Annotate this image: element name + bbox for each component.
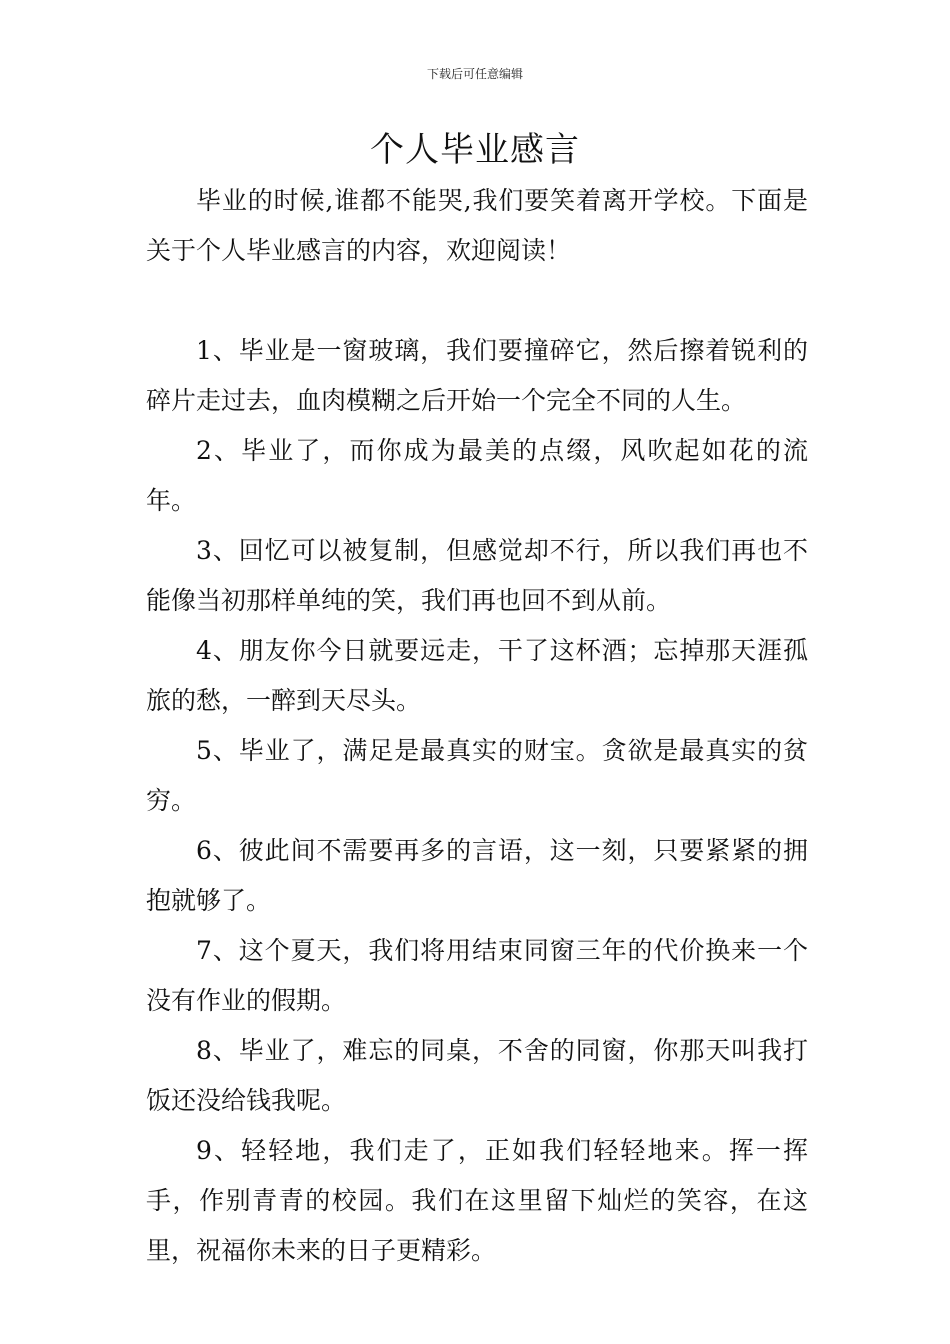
document-body: [146, 176, 808, 1276]
list-item: 6、彼此间不需要再多的言语，这一刻，只要紧紧的拥抱就够了。: [146, 836, 808, 915]
list-item: 7、这个夏天，我们将用结束同窗三年的代价换来一个没有作业的假期。: [146, 936, 808, 1015]
list-item: 9、轻轻地，我们走了，正如我们轻轻地来。挥一挥手，作别青青的校园。我们在这里留下灿烂的笑容，在这里，祝福你未来的日子更精彩。: [146, 1136, 808, 1265]
intro-paragraph: 毕业的时候,谁都不能哭,我们要笑着离开学校。下面是关于个人毕业感言的内容，欢迎阅读！: [146, 186, 808, 265]
header-note: 下载后可任意编辑: [426, 67, 523, 81]
list-item: 5、毕业了，满足是最真实的财宝。贪欲是最真实的贫穷。: [146, 736, 808, 815]
list-item: 3、回忆可以被复制，但感觉却不行，所以我们再也不能像当初那样单纯的笑，我们再也回不到从前。: [146, 536, 808, 615]
list-item: 8、毕业了，难忘的同桌，不舍的同窗，你那天叫我打饭还没给钱我呢。: [146, 1036, 808, 1115]
page-title: 个人毕业感言: [370, 130, 580, 170]
list-item: 1、毕业是一窗玻璃，我们要撞碎它，然后擦着锐利的碎片走过去，血肉模糊之后开始一个完全不同的人生。: [146, 336, 808, 415]
list-item: 2、毕业了，而你成为最美的点缀，风吹起如花的流年。: [146, 436, 808, 515]
item-list: [146, 326, 808, 1276]
list-item: 4、朋友你今日就要远走，干了这杯酒；忘掉那天涯孤旅的愁，一醉到天尽头。: [146, 636, 808, 715]
